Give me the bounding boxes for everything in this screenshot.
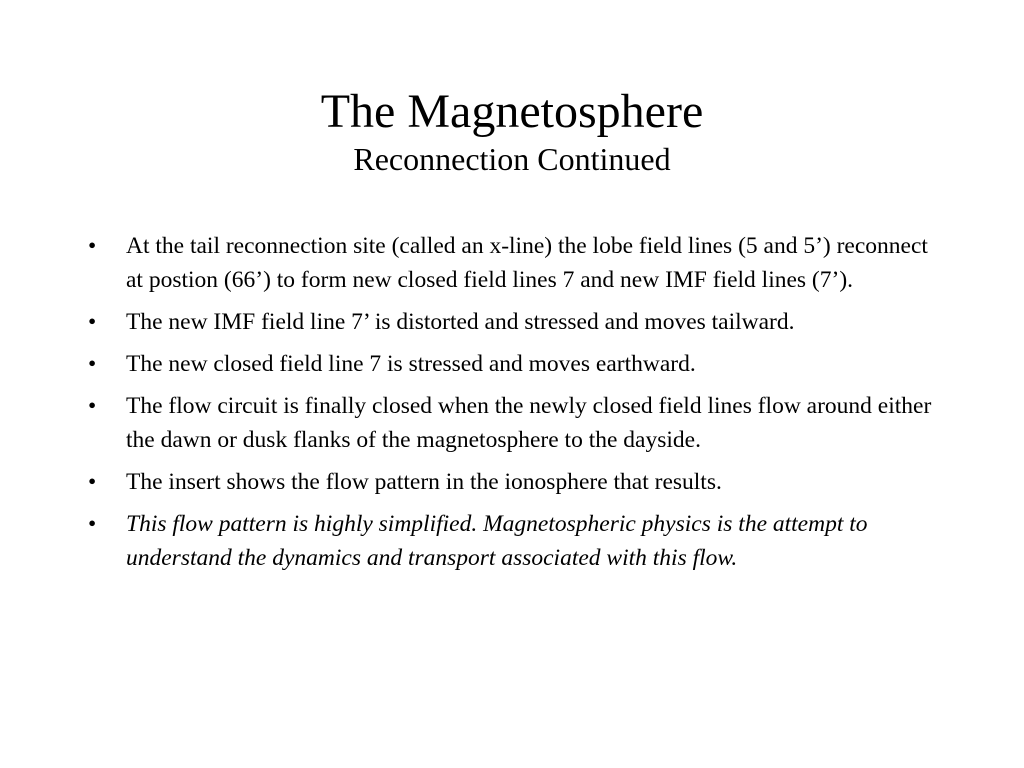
bullet-marker: • [88, 233, 97, 259]
bullet-item [88, 229, 948, 297]
bullet-item [88, 465, 948, 499]
bullet-item [88, 305, 948, 339]
bullet-text: The new IMF field line 7’ is distorted and stressed and moves tailward. [126, 309, 795, 335]
slide-subtitle: Reconnection Continued [353, 141, 671, 177]
bullet-item [88, 389, 948, 457]
bullet-text: At the tail reconnection site (called an x-line) the lobe field lines (5 and 5’) reconnect at postion (66’) to form new closed field lines 7 and new IMF field lines (7’). [126, 233, 928, 293]
bullet-text: The insert shows the flow pattern in the ionosphere that results. [126, 469, 722, 495]
bullet-text: The flow circuit is finally closed when the newly closed field lines flow around either the dawn or dusk flanks of the magnetosphere to the dayside. [126, 393, 932, 453]
bullet-text: This flow pattern is highly simplified. Magnetospheric physics is the attempt to understand the dynamics and transport associated with this flow. [126, 511, 868, 571]
bullet-list [88, 229, 948, 583]
bullet-marker: • [88, 393, 97, 419]
bullet-marker: • [88, 309, 97, 335]
bullet-marker: • [88, 351, 97, 377]
bullet-marker: • [88, 511, 97, 537]
bullet-marker: • [88, 469, 97, 495]
bullet-item [88, 507, 948, 575]
title-block [0, 84, 1024, 178]
slide-title: The Magnetosphere [320, 85, 704, 138]
bullet-text: The new closed field line 7 is stressed and moves earthward. [126, 351, 696, 377]
bullet-item [88, 347, 948, 381]
